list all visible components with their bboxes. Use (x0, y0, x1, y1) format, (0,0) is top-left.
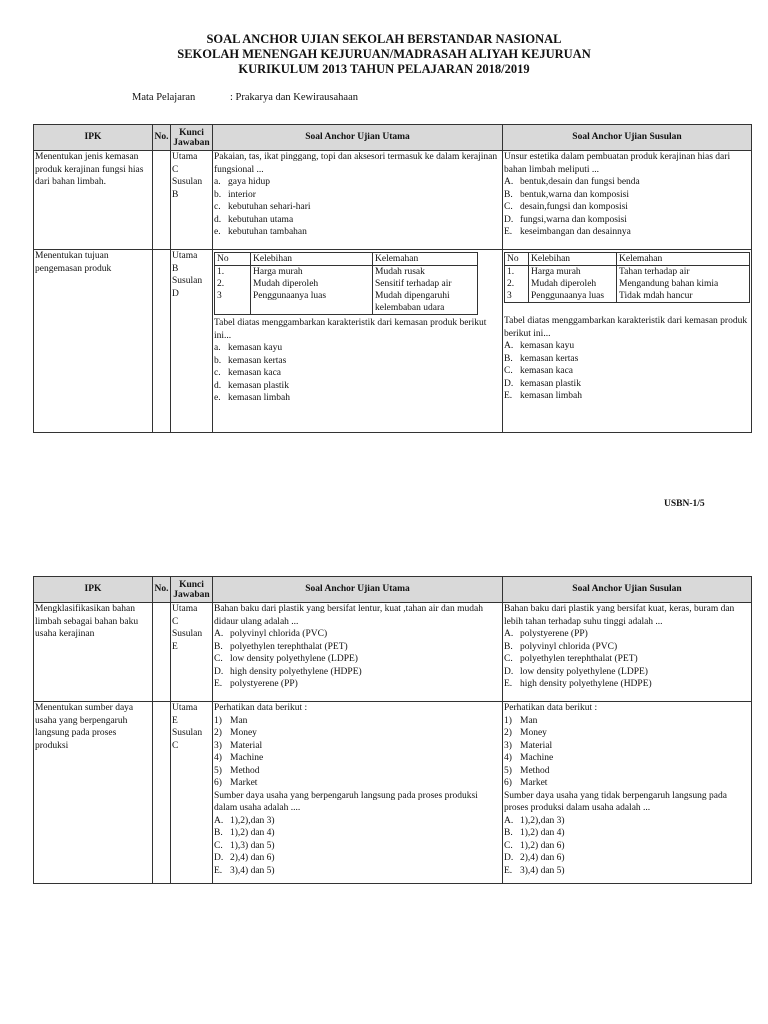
kunci-label: Utama (172, 604, 198, 614)
option: a. gaya hidup (214, 177, 270, 187)
ipk-cell: Menentukan tujuan pengemasan produk (34, 250, 153, 433)
option: c. kemasan kaca (214, 368, 282, 378)
data-item: 3) Material (214, 740, 263, 751)
col-utama: Soal Anchor Ujian Utama (213, 125, 503, 151)
no-cell (153, 151, 171, 250)
intro-text: Perhatikan data berikut : (504, 703, 598, 713)
data-item: 6) Market (214, 778, 258, 788)
susulan-cell (503, 250, 752, 433)
col-no: No. (153, 577, 171, 603)
col-susulan: Soal Anchor Ujian Susulan (503, 125, 752, 151)
option: D. high density polyethylene (HDPE) (214, 666, 362, 677)
susulan-cell (503, 151, 752, 250)
option: D. kemasan plastik (504, 378, 581, 389)
characteristics-table: No Kelebihan Kelemahan 1. Harga murah Mudah rusak 2. Mudah diperoleh Sensitif terhadap air 3 Penggunaanya luas Mudah dipengaruhi kelembaban udara (214, 252, 478, 315)
kunci-label: Utama (172, 703, 198, 713)
option: D. 2),4) dan 6) (504, 853, 565, 863)
col-utama: Soal Anchor Ujian Utama (213, 577, 503, 603)
data-item: 1) Man (214, 715, 248, 726)
data-item: 4) Machine (214, 753, 264, 763)
no-cell (153, 603, 171, 702)
doc-title-line-3: KURIKULUM 2013 TAHUN PELAJARAN 2018/2019 (238, 62, 530, 76)
kunci-label: Susulan (172, 728, 203, 738)
table-row (34, 702, 752, 884)
option: A. 1),2),dan 3) (214, 815, 275, 826)
kunci-label: Susulan (172, 629, 203, 639)
col-kunci: Kunci Jawaban (171, 125, 213, 151)
option: C. low density polyethylene (LDPE) (214, 654, 358, 664)
characteristics-table: No Kelebihan Kelemahan 1. Harga murah Tahan terhadap air 2. Mudah diperoleh Mengandung bahan kimia 3 Penggunaanya luas Tidak mdah hancur (504, 252, 750, 303)
page-number: USBN-1/5 (664, 499, 705, 509)
question-text: Bahan baku dari plastik yang bersifat kuat, keras, buram dan lebih tahan terhadap suhu tinggi adalah ... (504, 604, 735, 627)
kunci-cell (171, 151, 213, 250)
question-text: Tabel diatas menggambarkan karakteristik dari kemasan produk berikut ini... (504, 316, 748, 339)
no-cell (153, 250, 171, 433)
table-header (34, 577, 752, 603)
kunci-answer: C (172, 616, 179, 627)
option: A. kemasan kayu (504, 341, 575, 351)
option: A. polystyerene (PP) (504, 629, 588, 639)
option: A. 1),2),dan 3) (504, 815, 565, 826)
kunci-answer: E (172, 715, 178, 726)
option: E. keseimbangan dan desainnya (504, 227, 631, 237)
option: B. 1),2) dan 4) (214, 828, 275, 838)
kunci-label: Utama (172, 152, 198, 162)
no-cell (153, 702, 171, 884)
question-text: Bahan baku dari plastik yang bersifat lentur, kuat ,tahan air dan mudah didaur ulang adalah ... (214, 604, 483, 627)
option: b. interior (214, 189, 256, 200)
option: E. polystyerene (PP) (214, 679, 298, 689)
question-text: Sumber daya usaha yang tidak berpengaruh langsung pada proses produksi dalam usaha adalah ... (504, 790, 727, 813)
doc-title-line-1: SOAL ANCHOR UJIAN SEKOLAH BERSTANDAR NASIONAL (206, 32, 562, 46)
kunci-label: Susulan (172, 177, 203, 187)
kunci-answer: C (172, 164, 179, 175)
option: D. fungsi,warna dan komposisi (504, 214, 627, 225)
col-susulan: Soal Anchor Ujian Susulan (503, 577, 752, 603)
option: D. 2),4) dan 6) (214, 853, 275, 863)
kunci-answer: B (172, 189, 179, 200)
option: A. polyvinyl chlorida (PVC) (214, 629, 328, 639)
option: B. bentuk,warna dan komposisi (504, 189, 629, 200)
question-text: Tabel diatas menggambarkan karakteristik dari kemasan produk berikut ini... (214, 318, 487, 341)
question-table-1 (33, 124, 752, 433)
data-item: 5) Method (504, 765, 550, 776)
option: e. kemasan limbah (214, 393, 290, 403)
question-text: Pakaian, tas, ikat pinggang, topi dan aksesori termasuk ke dalam kerajinan fungsional ... (214, 152, 498, 175)
kunci-answer: D (172, 288, 179, 299)
option: b. kemasan kertas (214, 355, 287, 366)
option: D. low density polyethylene (LDPE) (504, 666, 648, 677)
option: C. 1),2) dan 6) (504, 840, 565, 851)
data-item: 5) Method (214, 765, 260, 776)
table-row (34, 151, 752, 250)
option: C. polyethylen terephthalat (PET) (504, 654, 638, 664)
kunci-answer: E (172, 641, 178, 652)
kunci-label: Utama (172, 251, 198, 261)
option: E. high density polyethylene (HDPE) (504, 679, 652, 689)
option: C. kemasan kaca (504, 366, 574, 376)
kunci-cell (171, 250, 213, 433)
kunci-answer: B (172, 263, 179, 274)
col-ipk: IPK (34, 577, 153, 603)
table-row (34, 250, 752, 433)
susulan-cell (503, 603, 752, 702)
kunci-answer: C (172, 740, 179, 751)
option: B. kemasan kertas (504, 353, 579, 364)
subject-value: : Prakarya dan Kewirausahaan (230, 92, 358, 103)
doc-title-line-2: SEKOLAH MENENGAH KEJURUAN/MADRASAH ALIYAH KEJURUAN (177, 47, 591, 61)
subject-label: Mata Pelajaran (132, 92, 196, 103)
option: B. polyethylen terephthalat (PET) (214, 641, 348, 652)
subject-line (132, 92, 358, 103)
data-item: 4) Machine (504, 753, 554, 763)
data-item: 2) Money (214, 728, 257, 738)
question-table-2 (33, 576, 752, 884)
option: B. polyvinyl chlorida (PVC) (504, 641, 618, 652)
option: E. kemasan limbah (504, 391, 582, 401)
susulan-cell (503, 702, 752, 884)
data-item: 6) Market (504, 778, 548, 788)
kunci-label: Susulan (172, 276, 203, 286)
ipk-cell: Menentukan jenis kemasan produk kerajinan fungsi hias dari bahan limbah. (34, 151, 153, 250)
question-text: Sumber daya usaha yang berpengaruh langsung pada proses produksi dalam usaha adalah .... (214, 790, 478, 813)
col-no: No. (153, 125, 171, 151)
ipk-cell: Menentukan sumber daya usaha yang berpengaruh langsung pada proses produksi (34, 702, 153, 884)
col-ipk: IPK (34, 125, 153, 151)
utama-cell (213, 151, 503, 250)
option: a. kemasan kayu (214, 343, 283, 353)
option: E. 3),4) dan 5) (214, 865, 275, 876)
table-header (34, 125, 752, 151)
table-row (34, 603, 752, 702)
intro-text: Perhatikan data berikut : (214, 703, 308, 713)
utama-cell (213, 603, 503, 702)
question-text: Unsur estetika dalam pembuatan produk kerajinan hias dari bahan limbah meliputi ... (504, 152, 731, 175)
utama-cell (213, 702, 503, 884)
kunci-cell (171, 603, 213, 702)
kunci-cell (171, 702, 213, 884)
option: d. kebutuhan utama (214, 214, 294, 225)
data-item: 3) Material (504, 740, 553, 751)
data-item: 1) Man (504, 715, 538, 726)
option: C. desain,fungsi dan komposisi (504, 202, 628, 212)
option: c. kebutuhan sehari-hari (214, 202, 311, 212)
option: E. 3),4) dan 5) (504, 865, 565, 876)
option: d. kemasan plastik (214, 380, 289, 391)
option: B. 1),2) dan 4) (504, 828, 565, 838)
utama-cell (213, 250, 503, 433)
option: C. 1),3) dan 5) (214, 840, 275, 851)
ipk-cell: Mengklasifikasikan bahan limbah sebagai bahan baku usaha kerajinan (34, 603, 153, 702)
data-item: 2) Money (504, 728, 547, 738)
col-kunci: Kunci Jawaban (171, 577, 213, 603)
option: e. kebutuhan tambahan (214, 227, 307, 237)
option: A. bentuk,desain dan fungsi benda (504, 177, 640, 187)
